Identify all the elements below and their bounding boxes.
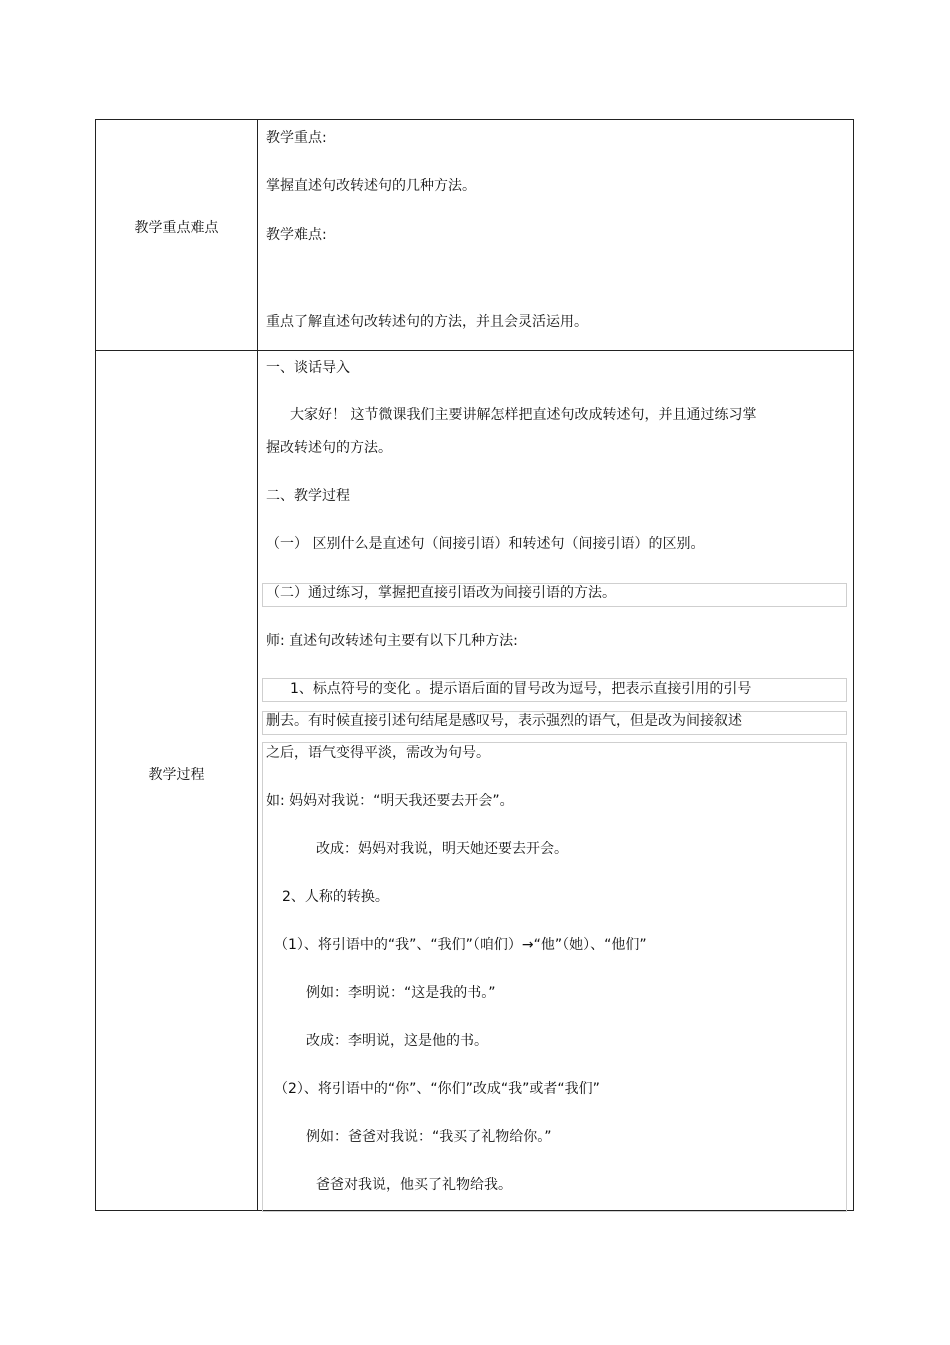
method-one-line: 之后，语气变得平淡，需改为句号。 xyxy=(266,745,490,761)
intro-paragraph-line: 握改转述句的方法。 xyxy=(266,440,392,456)
example-line: 爸爸对我说，他买了礼物给我。 xyxy=(316,1177,512,1193)
row-label-process: 教学过程 xyxy=(148,767,205,783)
example-line: 例如：爸爸对我说：“我买了礼物给你。” xyxy=(306,1129,552,1145)
example-line: 改成：妈妈对我说，明天她还要去开会。 xyxy=(316,841,568,857)
column-divider xyxy=(257,120,258,1210)
subsection-two: （二）通过练习，掌握把直接引语改为间接引语的方法。 xyxy=(266,585,616,601)
example-line: 改成：李明说，这是他的书。 xyxy=(306,1033,488,1049)
subsection-one: （一） 区别什么是直述句（间接引语）和转述句（间接引语）的区别。 xyxy=(266,536,705,552)
method-one-line: 1、标点符号的变化 。提示语后面的冒号改为逗号，把表示直接引用的引号 xyxy=(290,681,752,697)
key-point-text: 掌握直述句改转述句的几种方法。 xyxy=(266,178,476,194)
lesson-plan-table xyxy=(95,119,854,1211)
difficulty-heading: 教学难点: xyxy=(266,227,327,243)
key-point-heading: 教学重点: xyxy=(266,130,327,146)
example-line: 如: 妈妈对我说：“明天我还要去开会”。 xyxy=(266,793,514,809)
section-one-heading: 一、谈话导入 xyxy=(266,360,350,376)
example-line: 例如：李明说：“这是我的书。” xyxy=(306,985,496,1001)
row-divider xyxy=(96,350,853,351)
intro-paragraph-line: 大家好！ 这节微课我们主要讲解怎样把直述句改成转述句，并且通过练习掌 xyxy=(290,407,757,423)
row-label-key-points: 教学重点难点 xyxy=(134,220,219,236)
rule-two-line: （2）、将引语中的“你”、“你们”改成“我”或者“我们” xyxy=(274,1081,600,1097)
method-two-heading: 2、人称的转换。 xyxy=(282,889,389,905)
difficulty-text: 重点了解直述句改转述句的方法，并且会灵活运用。 xyxy=(266,314,588,330)
method-one-line: 删去。有时候直接引述句结尾是感叹号，表示强烈的语气，但是改为间接叙述 xyxy=(266,713,742,729)
section-two-heading: 二、教学过程 xyxy=(266,488,350,504)
teacher-line: 师: 直述句改转述句主要有以下几种方法: xyxy=(266,633,518,649)
rule-one-line: （1）、将引语中的“我”、“我们”（咱们）→“他”（她）、“他们” xyxy=(274,937,647,953)
